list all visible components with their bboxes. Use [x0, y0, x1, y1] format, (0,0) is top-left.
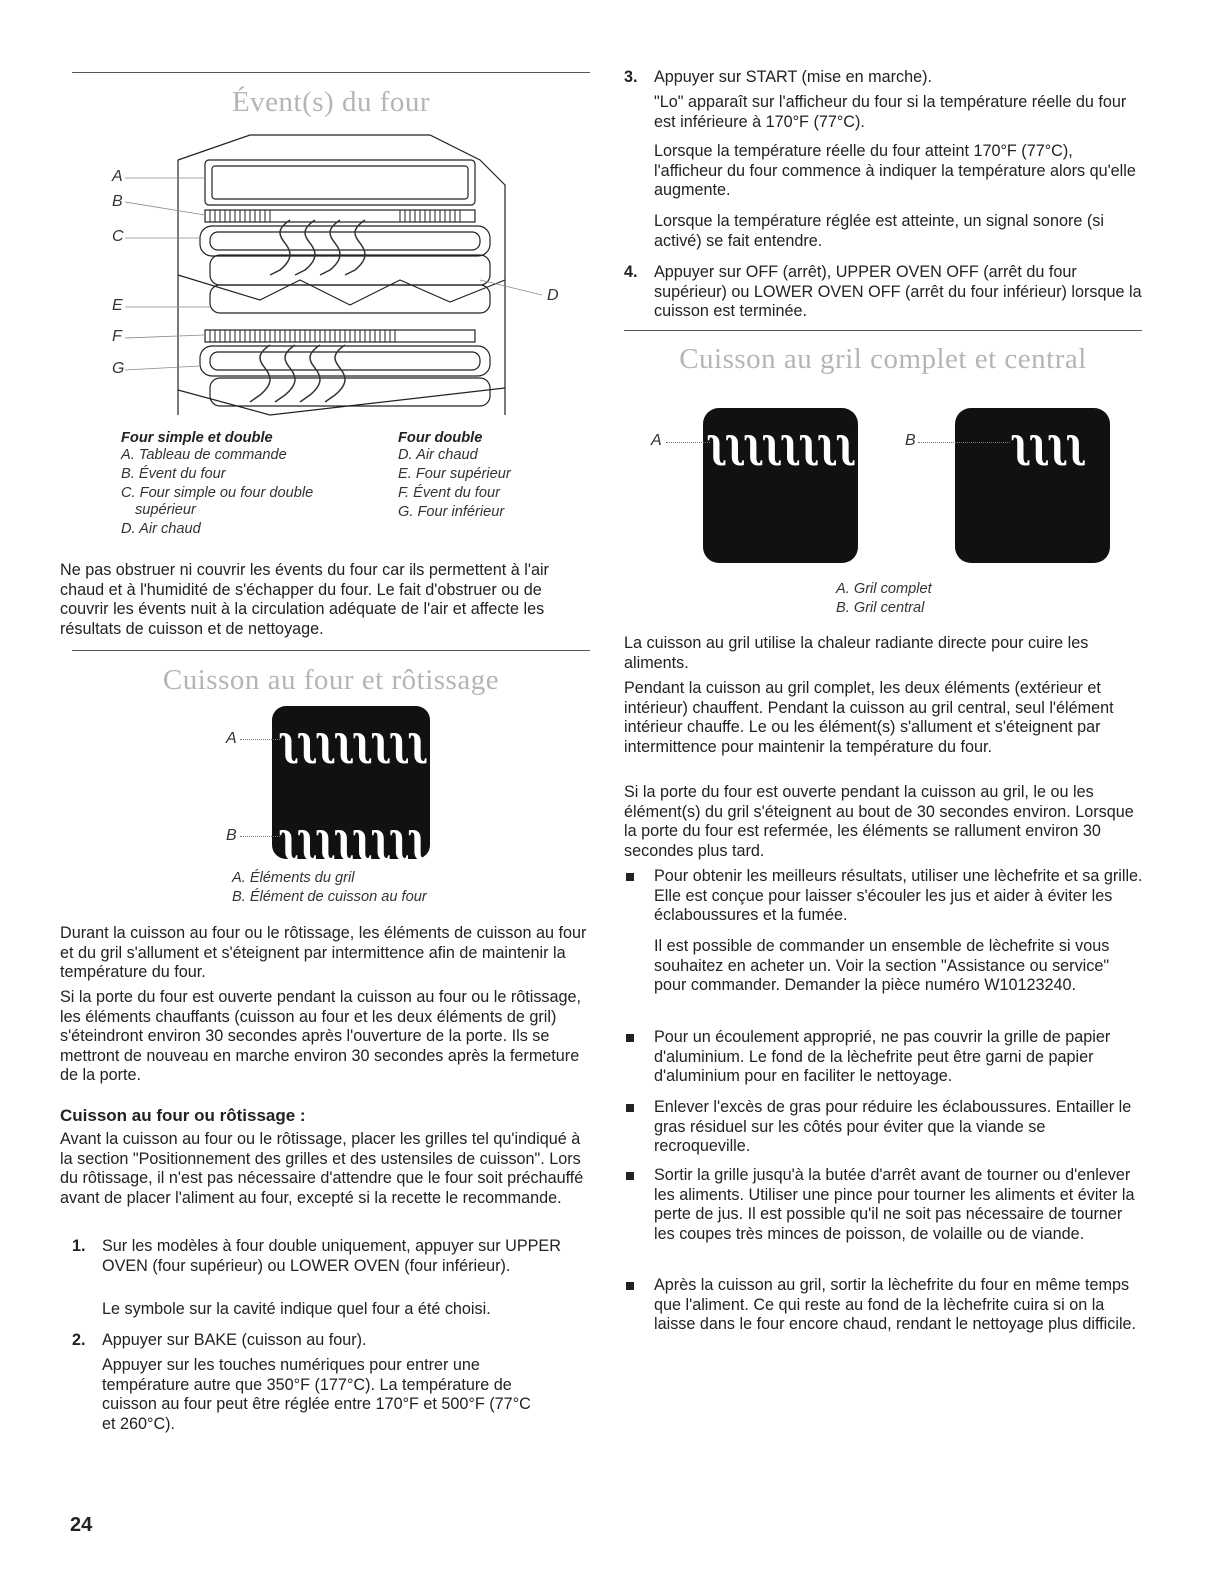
- broil-element-coil: ʅʅʅʅʅʅʅʅ: [280, 715, 428, 764]
- broil-caption-a: A. Gril complet: [836, 581, 932, 597]
- broil-label-a: A: [651, 432, 662, 449]
- leader-line: [240, 739, 280, 740]
- vents-caption-left: [121, 430, 381, 539]
- bullet-marker: [626, 1172, 634, 1180]
- step-number: 2.: [72, 1331, 86, 1349]
- caption-item: F. Évent du four: [398, 485, 500, 501]
- bake-label-a: A: [226, 730, 237, 747]
- step-number: 1.: [72, 1237, 86, 1255]
- step-subtext: "Lo" apparaît sur l'afficheur du four si la température réelle du four est inférieure à 170°F (77°C).: [654, 93, 1127, 131]
- bullet-marker: [626, 1034, 634, 1042]
- leader-line: [918, 442, 1010, 443]
- step-number: 4.: [624, 263, 638, 281]
- caption-item: E. Four supérieur: [398, 466, 511, 482]
- caption-item: B. Évent du four: [121, 466, 226, 482]
- oven-vents-illustration: [100, 130, 570, 420]
- bullet-text: Pour obtenir les meilleurs résultats, utiliser une lèchefrite et sa grille. Elle est conçue pour laisser s'écouler les jus et aider à éviter les éclaboussures et la fumée.: [654, 867, 1143, 925]
- leader-line: [240, 836, 280, 837]
- vent-label-g: G: [112, 360, 125, 377]
- broil-paragraph-2: Pendant la cuisson au gril complet, les deux éléments (extérieur et intérieur) chauffent. Pendant la cuisson au gril central, seul l'élément intérieur chauffe. Le ou les élément(s) s'allument et s'éteignent par intermittence pour maintenir la température du four.: [624, 679, 1114, 756]
- bullet-text: Pour un écoulement approprié, ne pas couvrir la grille de papier d'aluminium. Le fond de la lèchefrite peut être garni de papier d'aluminium pour en faciliter le nettoyage.: [654, 1028, 1111, 1086]
- broil-label-b: B: [905, 432, 916, 449]
- step-text: Sur les modèles à four double uniquement, appuyer sur UPPER OVEN (four supérieur) ou LOWER OVEN (four inférieur).: [102, 1237, 561, 1275]
- bullet-text: Sortir la grille jusqu'à la butée d'arrêt avant de tourner ou d'enlever les aliments. Utiliser une pince pour tourner les aliments et éviter la perte de jus. Il est possible qu'il ne soit pas nécessaire de tourner les coupes très minces de poisson, de volaille ou de viande.: [654, 1166, 1135, 1243]
- broil-paragraph-3: Si la porte du four est ouverte pendant la cuisson au gril, le ou les élément(s) du gril s'éteignent au bout de 30 secondes environ. Lorsque la porte du four est refermée, les éléments se rallument environ 30 secondes plus tard.: [624, 783, 1134, 860]
- step-subtext: Lorsque la température réglée est atteinte, un signal sonore (si activé) se fait entendre.: [654, 212, 1104, 250]
- bullet-marker: [626, 1104, 634, 1112]
- vent-label-b: B: [112, 193, 123, 210]
- center-broil-coil: ʅʅʅʅ: [1012, 417, 1086, 466]
- bake-subheading: Cuisson au four ou rôtissage :: [60, 1106, 306, 1125]
- broil-caption-b: B. Gril central: [836, 600, 925, 616]
- step-text: Appuyer sur START (mise en marche).: [654, 68, 932, 86]
- vent-label-d: D: [547, 287, 559, 304]
- bullet-marker: [626, 873, 634, 881]
- step-subtext: Appuyer sur les touches numériques pour entrer une température autre que 350°F (177°C). La température de cuisson au four peut être réglée entre 170°F et 500°F (77°C et 260°C).: [102, 1356, 531, 1433]
- bake-label-b: B: [226, 827, 237, 844]
- bullet-subtext: Il est possible de commander un ensemble de lèchefrite si vous souhaitez en acheter un. Voir la section "Assistance ou service" pour commander. Demander la pièce numéro W10123240.: [654, 937, 1110, 995]
- bake-element-coil: ʅʅʅʅʅʅʅʅ: [280, 812, 428, 861]
- caption-item: D. Air chaud: [398, 447, 478, 463]
- step-text: Appuyer sur BAKE (cuisson au four).: [102, 1331, 367, 1349]
- section-rule: [72, 650, 590, 651]
- section-rule: [624, 330, 1142, 331]
- caption-item: G. Four inférieur: [398, 504, 505, 520]
- section-rule: [72, 72, 590, 73]
- caption-item: A. Tableau de commande: [121, 447, 287, 463]
- leader-line: [666, 442, 710, 443]
- vent-label-e: E: [112, 297, 123, 314]
- caption-item: D. Air chaud: [121, 521, 201, 537]
- vents-caption-right: [398, 430, 578, 522]
- step-number: 3.: [624, 68, 638, 86]
- vents-section-title: Évent(s) du four: [231, 86, 431, 118]
- full-broil-coil: ʅʅʅʅʅʅʅʅ: [708, 417, 856, 466]
- vent-label-a: A: [112, 168, 123, 185]
- vent-label-f: F: [112, 328, 122, 345]
- bake-section-title: Cuisson au four et rôtissage: [162, 664, 500, 696]
- bullet-text: Après la cuisson au gril, sortir la lèchefrite du four en même temps que l'aliment. Ce qui reste au fond de la lèchefrite cuira si on la laisse dans le four encore chaud, rendant le nettoyage plus difficile.: [654, 1276, 1137, 1334]
- bake-paragraph-1: Durant la cuisson au four ou le rôtissage, les éléments de cuisson au four et du gril s'allument et s'éteignent par intermittence afin de maintenir la température du four.: [60, 924, 587, 982]
- bake-caption-b: B. Élément de cuisson au four: [232, 889, 427, 905]
- page-number: 24: [70, 1514, 93, 1536]
- broil-paragraph-1: La cuisson au gril utilise la chaleur radiante directe pour cuire les aliments.: [624, 634, 1089, 672]
- caption-item: supérieur: [135, 502, 196, 518]
- bullet-text: Enlever l'excès de gras pour réduire les éclaboussures. Entailler le gras résiduel sur les côtés pour éviter que la viande se recroqueville.: [654, 1098, 1132, 1156]
- caption-item: C. Four simple ou four double: [121, 485, 314, 501]
- step-text: Appuyer sur OFF (arrêt), UPPER OVEN OFF (arrêt du four supérieur) ou LOWER OVEN OFF (arrêt du four inférieur) lorsque la cuisson est terminée.: [654, 263, 1142, 321]
- step-subtext: Lorsque la température réelle du four atteint 170°F (77°C), l'afficheur du four commence à indiquer la température alors qu'elle augmente.: [654, 142, 1136, 200]
- caption-heading: Four simple et double: [121, 430, 273, 446]
- vent-label-c: C: [112, 228, 124, 245]
- caption-heading: Four double: [398, 430, 483, 446]
- bake-paragraph-2: Si la porte du four est ouverte pendant la cuisson au four ou le rôtissage, les éléments chauffants (cuisson au four et les deux éléments de gril) s'éteindront environ 30 secondes après l'ouverture de la porte. Ils se mettront de nouveau en marche environ 30 secondes après la fermeture de la porte.: [60, 988, 582, 1085]
- vents-paragraph: Ne pas obstruer ni couvrir les évents du four car ils permettent à l'air chaud et à l'humidité de s'échapper du four. Le fait d'obstruer ou de couvrir les évents nuit à la circulation adéquate de l'air et affecte les résultats de cuisson et de nettoyage.: [60, 561, 549, 638]
- broil-section-title: Cuisson au gril complet et central: [679, 343, 1087, 375]
- bullet-marker: [626, 1282, 634, 1290]
- bake-paragraph-3: Avant la cuisson au four ou le rôtissage, placer les grilles tel qu'indiqué à la section "Positionnement des grilles et des ustensiles de cuisson". Lors du rôtissage, il n'est pas nécessaire d'attendre que le four soit préchauffé avant de placer l'aliment au four, excepté si la recette le recommande.: [60, 1130, 584, 1207]
- bake-caption-a: A. Éléments du gril: [232, 870, 355, 886]
- step-subtext: Le symbole sur la cavité indique quel four a été choisi.: [102, 1300, 491, 1318]
